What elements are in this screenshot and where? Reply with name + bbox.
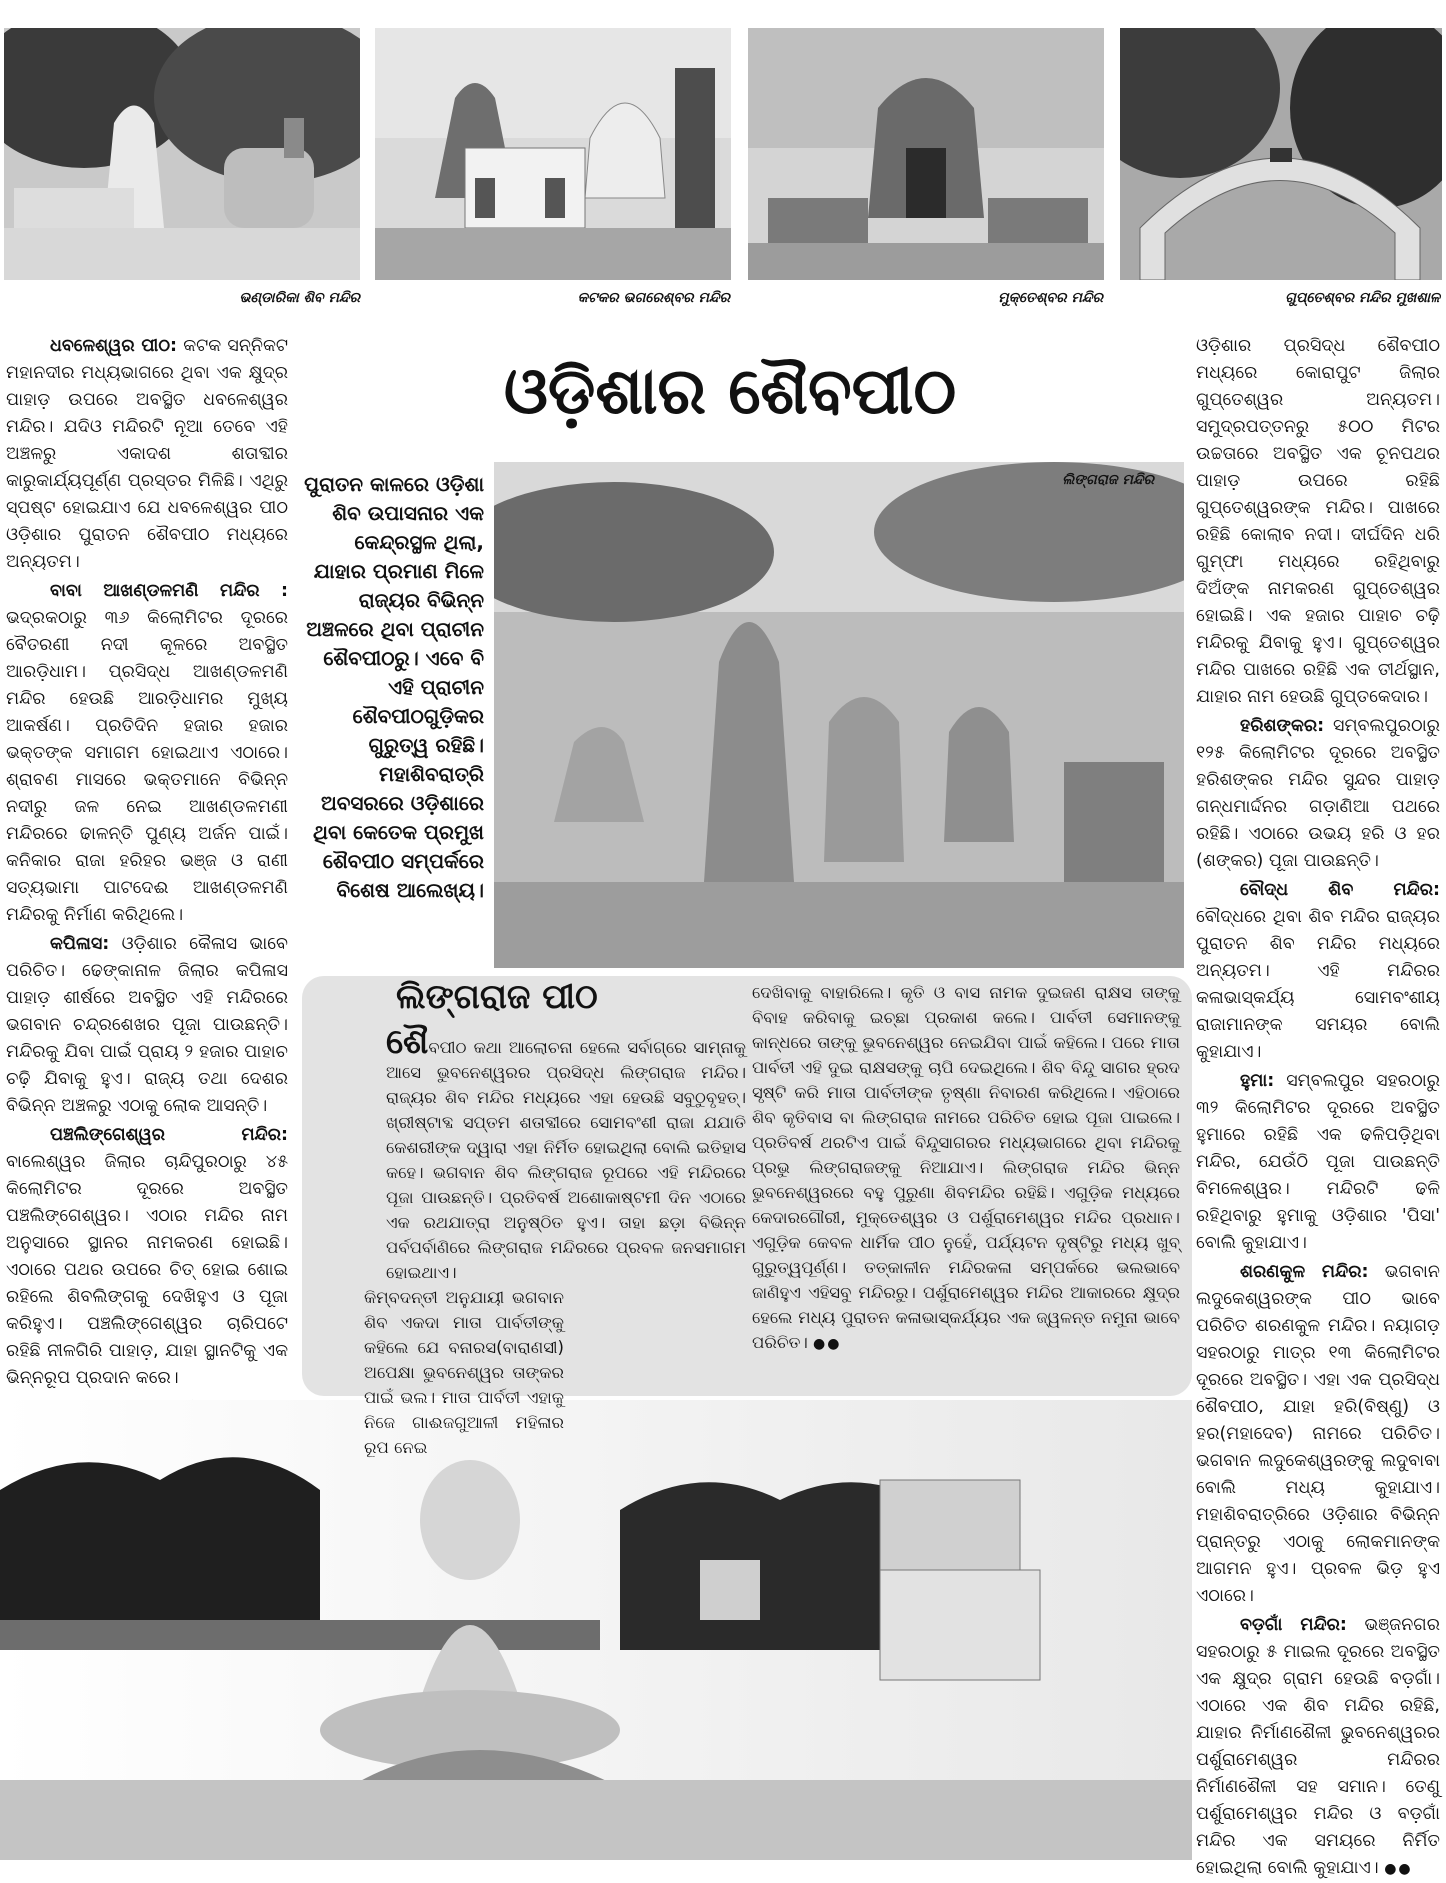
article-section	[1196, 713, 1440, 875]
article-section	[1196, 1259, 1440, 1610]
article-section	[1196, 1068, 1440, 1257]
section-text: ଭଗବାନ ଲଦୁକେଶ୍ୱରଙ୍କ ପୀଠ ଭାବେ ପରିଚିତ ଶରଣକୁଳ ମନ୍ଦିର। ନୟାଗଡ଼ ସହରଠାରୁ ମାତ୍ର ୧୩ କିଲୋମିଟର ଦୂରରେ ଅବସ୍ଥିତ। ଏହା ଏକ ପ୍ରସିଦ୍ଧ ଶୈବପୀଠ, ଯାହା ହରି(ବିଷ୍ଣୁ) ଓ ହର(ମହାଦେବ) ନାମରେ ପରିଚିତ। ଭଗବାନ ଲଦୁକେଶ୍ୱରଙ୍କୁ ଲଦୁବାବା ବୋଲି ମଧ୍ୟ କୁହାଯାଏ। ମହାଶିବରାତ୍ରିରେ ଓଡ଼ିଶାର ବିଭିନ୍ନ ପ୍ରାନ୍ତରୁ ଏଠାକୁ ଲୋକମାନଙ୍କ ଆଗମନ ହୁଏ। ପ୍ରବଳ ଭିଡ଼ ହୁଏ ଏଠାରେ।	[1196, 1262, 1440, 1606]
headline: ଓଡ଼ିଶାର ଶୈବପୀଠ	[503, 355, 957, 429]
section-text: ସମ୍ବଲପୁର ସହରଠାରୁ ୩୨ କିଲୋମିଟର ଦୂରରେ ଅବସ୍ଥିତ ହୁମାରେ ରହିଛି ଏକ ଢଳିପଡ଼ିଥିବା ମନ୍ଦିର, ଯେଉଁଠି ପୂଜା ପାଉଛନ୍ତି ବିମଳେଶ୍ୱର। ମନ୍ଦିରଟି ଢଳି ରହିଥିବାରୁ ହୁମାକୁ ଓଡ଼ିଶାର 'ପିସା' ବୋଲି କୁହାଯାଏ।	[1196, 1071, 1440, 1253]
section-text: ସମ୍ବଲପୁରଠାରୁ ୧୨୫ କିଲୋମିଟର ଦୂରରେ ଅବସ୍ଥିତ ହରିଶଙ୍କର ମନ୍ଦିର ସୁନ୍ଦର ପାହାଡ଼ ଗନ୍ଧମାର୍ଦ୍ଦନର ଗଡ଼ାଣିଆ ପଥରେ ରହିଛି। ଏଠାରେ ଉଭୟ ହରି ଓ ହର (ଶଙ୍କର) ପୂଜା ପାଉଛନ୍ତି।	[1196, 716, 1440, 871]
article-section	[6, 1122, 288, 1392]
lingaraj-title: ଲିଙ୍ଗରାଜ ପୀଠ	[396, 977, 598, 1017]
article-section	[6, 578, 288, 929]
lingaraj-text: ବପୀଠ କଥା ଆଲୋଚନା ହେଲେ ସର୍ବାଗ୍ରେ ସାମ୍ନାକୁ ଆସେ ଭୁବନେଶ୍ୱରର ପ୍ରସିଦ୍ଧ ଲିଙ୍ଗରାଜ ମନ୍ଦିର। ରାଜ୍ୟର ଶିବ ମନ୍ଦିର ମଧ୍ୟରେ ଏହା ହେଉଛି ସବୁଠୁବୃହତ୍। ଖ୍ରୀଷ୍ଟାବ୍ଦ ସପ୍ତମ ଶତାବ୍ଦୀରେ ସୋମବଂଶୀ ରାଜା ଯଯାତି କେଶରୀଙ୍କ ଦ୍ୱାରା ଏହା ନିର୍ମିତ ହୋଇଥିଲା ବୋଲି ଇତିହାସ କହେ। ଭଗବାନ ଶିବ ଲିଙ୍ଗରାଜ ରୂପରେ ଏହି ମନ୍ଦିରରେ ପୂଜା ପାଉଛନ୍ତି। ପ୍ରତିବର୍ଷ ଅଶୋକାଷ୍ଟମୀ ଦିନ ଏଠାରେ ଏକ ରଥଯାତ୍ରା ଅନୁଷ୍ଠିତ ହୁଏ। ତାହା ଛଡ଼ା ବିଭିନ୍ନ ପର୍ବପର୍ବାଣିରେ ଲିଙ୍ଗରାଜ ମନ୍ଦିରରେ ପ୍ରବଳ ଜନସମାଗମ ହୋଇଥାଏ।	[386, 1038, 746, 1282]
photo-caption: ମୁକ୍ତେଶ୍ବର ମନ୍ଦିର	[998, 290, 1103, 306]
section-heading: ଶରଣକୁଳ ମନ୍ଦିର:	[1240, 1262, 1369, 1282]
article-section	[1196, 1612, 1440, 1883]
photo-shiva-statue-river	[0, 1400, 1192, 1860]
section-text: ବୌଦ୍ଧରେ ଥିବା ଶିବ ମନ୍ଦିର ରାଜ୍ୟର ପୁରାତନ ଶିବ ମନ୍ଦିର ମଧ୍ୟରେ ଅନ୍ୟତମ। ଏହି ମନ୍ଦିରର କଳାଭାସ୍କର୍ଯ୍ୟ ସୋମବଂଶୀୟ ରାଜାମାନଙ୍କ ସମୟର ବୋଲି କୁହାଯାଏ।	[1196, 907, 1440, 1062]
section-heading: ହୁମା:	[1240, 1071, 1275, 1091]
section-heading: ହରିଶଙ୍କର:	[1240, 716, 1325, 736]
section-heading: ବାବା ଆଖଣ୍ଡଳମଣି ମନ୍ଦିର :	[50, 581, 288, 601]
section-heading: ବଡ଼ଗାଁ ମନ୍ଦିର:	[1240, 1615, 1347, 1635]
article-section	[6, 333, 288, 576]
end-mark: ●●	[813, 1336, 842, 1352]
section-heading: କପିଳାସ:	[50, 934, 110, 954]
lingaraj-column-1	[316, 1022, 746, 1460]
section-text: ଭଦ୍ରକଠାରୁ ୩୬ କିଲୋମିଟର ଦୂରରେ ବୈତରଣୀ ନଦୀ କୂଳରେ ଅବସ୍ଥିତ ଆରଡ଼ିଧାମ। ପ୍ରସିଦ୍ଧ ଆଖଣ୍ଡଳମଣି ମନ୍ଦିର ହେଉଛି ଆରଡ଼ିଧାମର ମୁଖ୍ୟ ଆକର୍ଷଣ। ପ୍ରତିଦିନ ହଜାର ହଜାର ଭକ୍ତଙ୍କ ସମାଗମ ହୋଇଥାଏ ଏଠାରେ। ଶ୍ରାବଣ ମାସରେ ଭକ୍ତମାନେ ବିଭିନ୍ନ ନଦୀରୁ ଜଳ ନେଇ ଆଖଣ୍ଡଳମଣୀ ମନ୍ଦିରରେ ଢାଳନ୍ତି ପୁଣ୍ୟ ଅର୍ଜନ ପାଇଁ। କନିକାର ରାଜା ହରିହର ଭଞ୍ଜ ଓ ରାଣୀ ସତ୍ୟଭାମା ପାଟଦେଈ ଆଖଣ୍ଡଳମଣି ମନ୍ଦିରକୁ ନିର୍ମାଣ କରିଥିଲେ।	[6, 608, 288, 925]
photo-bhandarika-temple	[4, 28, 360, 280]
drop-cap: ଶୈ	[386, 1022, 429, 1062]
lingaraj-text: ଦେଖିବାକୁ ବାହାରିଲେ। କୃତି ଓ ବାସ ନାମକ ଦୁଇଜଣ ରାକ୍ଷସ ତାଙ୍କୁ ବିବାହ କରିବାକୁ ଇଚ୍ଛା ପ୍ରକାଶ କଲେ। ପାର୍ବତୀ ସେମାନଙ୍କୁ କାନ୍ଧରେ ତାଙ୍କୁ ଭୁବନେଶ୍ୱର ନେଇଯିବା ପାଇଁ କହିଲେ। ପରେ ମାତା ପାର୍ବତୀ ଏହି ଦୁଇ ରାକ୍ଷସଙ୍କୁ ଚାପି ଦେଇଥିଲେ। ଶିବ ବିନ୍ଦୁ ସାଗର ହ୍ରଦ ସୃଷ୍ଟି କରି ମାତା ପାର୍ବତୀଙ୍କ ତୃଷ୍ଣା ନିବାରଣ କରିଥିଲେ। ଏହିଠାରେ ଶିବ କୃତିବାସ ବା ଲିଙ୍ଗରାଜ ନାମରେ ପରିଚିତ ହୋଇ ପୂଜା ପାଇଲେ। ପ୍ରତିବର୍ଷ ଥରଟିଏ ପାଇଁ ବିନ୍ଦୁସାଗରର ମଧ୍ୟଭାଗରେ ଥିବା ମନ୍ଦିରକୁ ପ୍ରଭୁ ଲିଙ୍ଗରାଜଙ୍କୁ ନିଆଯାଏ। ଲିଙ୍ଗରାଜ ମନ୍ଦିର ଭିନ୍ନ ଭୁବନେଶ୍ୱରରେ ବହୁ ପୁରୁଣା ଶିବମନ୍ଦିର ରହିଛି। ଏଗୁଡ଼ିକ ମଧ୍ୟରେ କେଦାରଗୌରୀ, ମୁକ୍ତେଶ୍ୱର ଓ ପର୍ଶୁରାମେଶ୍ୱର ମନ୍ଦିର ପ୍ରଧାନ। ଏଗୁଡ଼ିକ କେବଳ ଧାର୍ମିକ ପୀଠ ନୁହେଁ, ପର୍ଯ୍ୟଟନ ଦୃଷ୍ଟିରୁ ମଧ୍ୟ ଖୁବ୍ ଗୁରୁତ୍ୱପୂର୍ଣ୍ଣ। ତତ୍କାଳୀନ ମନ୍ଦିରକଳା ସମ୍ପର୍କରେ ଭଲଭାବେ ଜାଣିହୁଏ ଏହିସବୁ ମନ୍ଦିରରୁ। ପର୍ଶୁରାମେଶ୍ୱର ମନ୍ଦିର ଆକାରରେ କ୍ଷୁଦ୍ର ହେଲେ ମଧ୍ୟ ପୁରାତନ କଳାଭାସ୍କର୍ଯ୍ୟର ଏକ ଜ୍ୱଳନ୍ତ ନମୁନା ଭାବେ ପରିଚିତ।	[752, 983, 1180, 1352]
lingaraj-column-2	[752, 980, 1180, 1357]
section-text: ବାଲେଶ୍ୱର ଜିଲାର ଚାନ୍ଦିପୁରଠାରୁ ୪୫ କିଲୋମିଟର ଦୂରରେ ଅବସ୍ଥିତ ପଞ୍ଚଲିଙ୍ଗେଶ୍ୱର। ଏଠାର ମନ୍ଦିର ନାମ ଅନୁସାରେ ସ୍ଥାନର ନାମକରଣ ହୋଇଛି। ଏଠାରେ ପଥର ଉପରେ ଚିତ୍ ହୋଇ ଶୋଇ ରହିଲେ ଶିବଲିଙ୍ଗକୁ ଦେଖିହୁଏ ଓ ପୂଜା କରିହୁଏ। ପଞ୍ଚଲିଙ୍ଗେଶ୍ୱର ଚାରିପଟେ ରହିଛି ନୀଳଗିରି ପାହାଡ଼, ଯାହା ସ୍ଥାନଟିକୁ ଏକ ଭିନ୍ନରୂପ ପ୍ରଦାନ କରେ।	[6, 1152, 288, 1388]
section-text: ଓଡ଼ିଶାର କୈଳାସ ଭାବେ ପରିଚିତ। ଢେଙ୍କାନାଳ ଜିଲାର କପିଳାସ ପାହାଡ଼ ଶୀର୍ଷରେ ଅବସ୍ଥିତ ଏହି ମନ୍ଦିରରେ ଭଗବାନ ଚନ୍ଦ୍ରଶେଖର ପୂଜା ପାଉଛନ୍ତି। ମନ୍ଦିରକୁ ଯିବା ପାଇଁ ପ୍ରାୟ ୨ ହଜାର ପାହାଚ ଚଢ଼ି ଯିବାକୁ ହୁଏ। ରାଜ୍ୟ ତଥା ଦେଶର ବିଭିନ୍ନ ଅଞ୍ଚଳରୁ ଏଠାକୁ ଲୋକ ଆସନ୍ତି।	[6, 934, 288, 1116]
article-section	[1196, 877, 1440, 1066]
section-heading: ପଞ୍ଚଲିଙ୍ଗେଶ୍ୱର ମନ୍ଦିର:	[50, 1125, 288, 1145]
lingaraj-text: କିମ୍ବଦନ୍ତୀ ଅନୁଯାୟୀ ଭଗବାନ ଶିବ ଏକଦା ମାତା ପାର୍ବତୀଙ୍କୁ କହିଲେ ଯେ ବନାରସ(ବାରାଣସୀ) ଅପେକ୍ଷା ଭୁବନେଶ୍ୱର ତାଙ୍କର ପାଇଁ ଭଲ। ମାତା ପାର୍ବତୀ ଏହାକୁ ନିଜେ ଗାଈଜଗୁଆଳୀ ମହିଳାର ରୂପ ନେଇ	[364, 1288, 564, 1457]
left-column	[6, 333, 288, 1421]
section-heading: ଧବଳେଶ୍ୱର ପୀଠ:	[50, 336, 177, 356]
end-mark: ●●	[1384, 1861, 1413, 1877]
right-column	[1196, 333, 1440, 1883]
photo-lingaraj-temple	[494, 462, 1184, 968]
photo-caption: କଟକର ଭଗରେଶ୍ବର ମନ୍ଦିର	[577, 290, 730, 306]
main-photo-caption: ଲିଙ୍ଗରାଜ ମନ୍ଦିର	[1062, 472, 1154, 488]
photo-caption: ଭଣ୍ଡାରିକା ଶିବ ମନ୍ଦିର	[239, 290, 360, 306]
article-section	[6, 931, 288, 1120]
photo-caption: ଗୁପ୍ତେଶ୍ବର ମନ୍ଦିର ମୁଖଶାଳ	[1285, 290, 1440, 306]
photo-gupteshwar-arch	[1120, 28, 1442, 280]
article-section	[1196, 333, 1440, 711]
section-heading: ବୌଦ୍ଧ ଶିବ ମନ୍ଦିର:	[1240, 880, 1440, 900]
section-text: ଭଞ୍ଜନଗର ସହରଠାରୁ ୫ ମାଇଲ ଦୂରରେ ଅବସ୍ଥିତ ଏକ କ୍ଷୁଦ୍ର ଗ୍ରାମ ହେଉଛି ବଡ଼ଗାଁ। ଏଠାରେ ଏକ ଶିବ ମନ୍ଦିର ରହିଛି, ଯାହାର ନିର୍ମାଣଶୈଳୀ ଭୁବନେଶ୍ୱରର ପର୍ଶୁରାମେଶ୍ୱର ମନ୍ଦିରର ନିର୍ମାଣଶୈଳୀ ସହ ସମାନ। ତେଣୁ ପର୍ଶୁରାମେଶ୍ୱର ମନ୍ଦିର ଓ ବଡ଼ଗାଁ ମନ୍ଦିର ଏକ ସମୟରେ ନିର୍ମିତ ହୋଇଥିଲା ବୋଲି କୁହାଯାଏ।	[1196, 1615, 1440, 1878]
section-text: ଓଡ଼ିଶାର ପ୍ରସିଦ୍ଧ ଶୈବପୀଠ ମଧ୍ୟରେ କୋରାପୁଟ ଜିଲାର ଗୁପ୍ତେଶ୍ୱର ଅନ୍ୟତମ। ସମୁଦ୍ରପତ୍ତନରୁ ୫୦୦ ମିଟର ଉଚ୍ଚତାରେ ଅବସ୍ଥିତ ଏକ ଚୂନପଥର ପାହାଡ଼ ଉପରେ ରହିଛି ଗୁପ୍ତେଶ୍ୱରଙ୍କ ମନ୍ଦିର। ପାଖରେ ରହିଛି କୋଲାବ ନଦୀ। ଦୀର୍ଘଦିନ ଧରି ଗୁମ୍ଫା ମଧ୍ୟରେ ରହିଥିବାରୁ ଦିଅଁଙ୍କ ନାମକରଣ ଗୁପ୍ତେଶ୍ୱର ହୋଇଛି। ଏକ ହଜାର ପାହାଚ ଚଢ଼ି ମନ୍ଦିରକୁ ଯିବାକୁ ହୁଏ। ଗୁପ୍ତେଶ୍ୱର ମନ୍ଦିର ପାଖରେ ରହିଛି ଏକ ତୀର୍ଥସ୍ଥାନ, ଯାହାର ନାମ ହେଉଛି ଗୁପ୍ତକେଦାର।	[1196, 336, 1440, 707]
intro-text: ପୁରାତନ କାଳରେ ଓଡ଼ିଶା ଶିବ ଉପାସନାର ଏକ କେନ୍ଦ୍ରସ୍ଥଳ ଥିଲା, ଯାହାର ପ୍ରମାଣ ମିଳେ ରାଜ୍ୟର ବିଭିନ୍ନ ଅଞ୍ଚଳରେ ଥିବା ପ୍ରାଚୀନ ଶୈବପୀଠରୁ। ଏବେ ବି ଏହି ପ୍ରାଚୀନ ଶୈବପୀଠଗୁଡ଼ିକର ଗୁରୁତ୍ୱ ରହିଛି। ମହାଶିବରାତ୍ରି ଅବସରରେ ଓଡ଼ିଶାରେ ଥିବା କେତେକ ପ୍ରମୁଖ ଶୈବପୀଠ ସମ୍ପର୍କରେ ବିଶେଷ ଆଲେଖ୍ୟ।	[304, 472, 484, 902]
photo-mukteshwar-temple	[748, 28, 1104, 280]
photo-cuttack-temple	[375, 28, 731, 280]
section-text: କଟକ ସନ୍ନିକଟ ମହାନଦୀର ମଧ୍ୟଭାଗରେ ଥିବା ଏକ କ୍ଷୁଦ୍ର ପାହାଡ଼ ଉପରେ ଅବସ୍ଥିତ ଧବଳେଶ୍ୱର ମନ୍ଦିର। ଯଦିଓ ମନ୍ଦିରଟି ନୂଆ ତେବେ ଏହି ଅଞ୍ଚଳରୁ ଏକାଦଶ ଶତାବ୍ଦୀର କାରୁକାର୍ଯ୍ୟପୂର୍ଣ୍ଣ ପ୍ରସ୍ତର ମିଳିଛି। ଏଥିରୁ ସ୍ପଷ୍ଟ ହୋଇଯାଏ ଯେ ଧବଳେଶ୍ୱର ପୀଠ ଓଡ଼ିଶାର ପୁରାତନ ଶୈବପୀଠ ମଧ୍ୟରେ ଅନ୍ୟତମ।	[6, 336, 288, 572]
